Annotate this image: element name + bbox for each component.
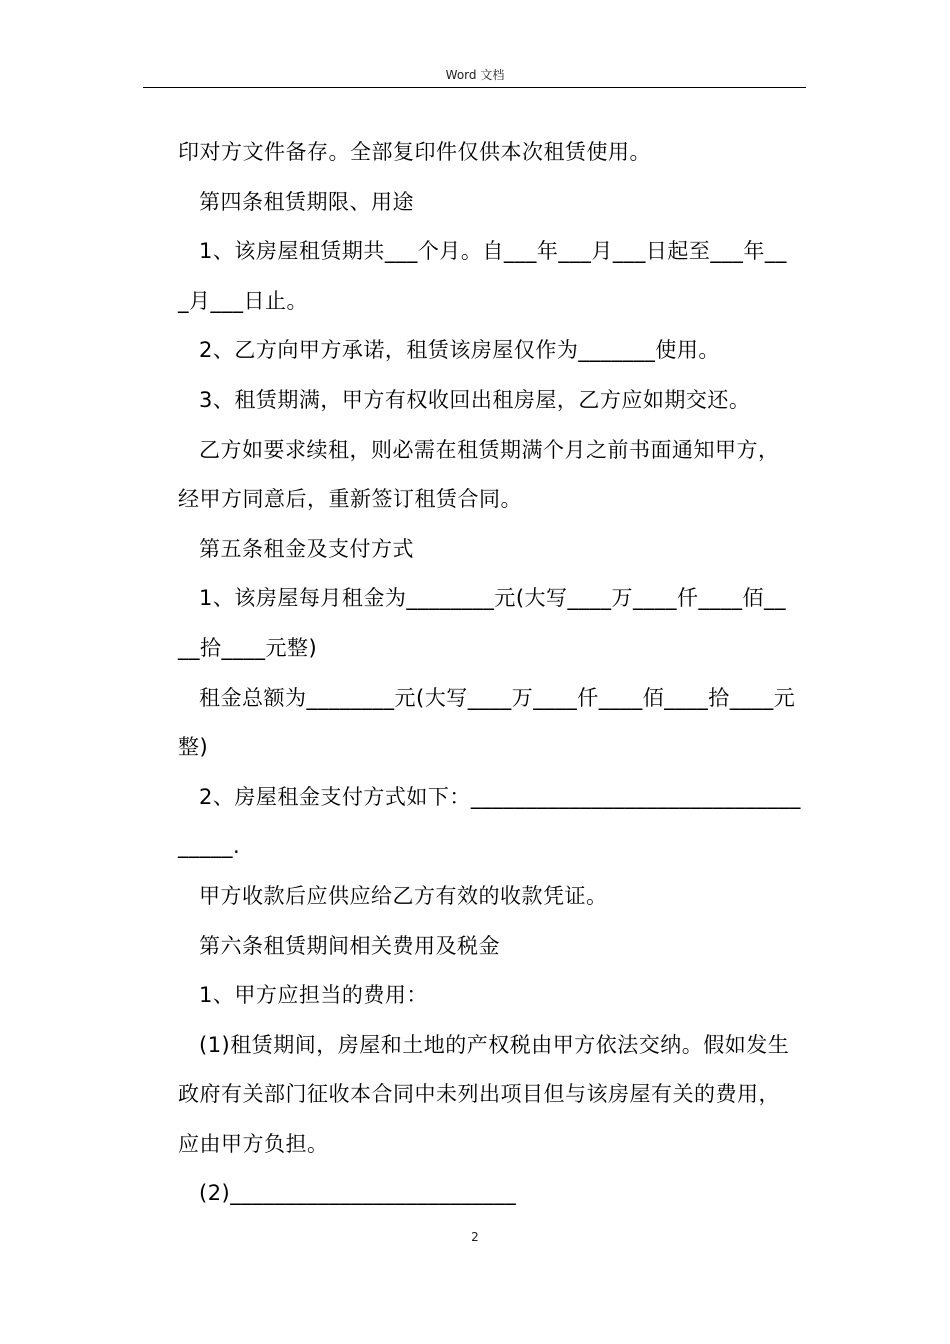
paragraph-line: 3、租赁期满，甲方有权收回出租房屋，乙方应如期交还。 (199, 387, 751, 412)
paragraph-line: (1)租赁期间，房屋和土地的产权税由甲方依法交纳。假如发生 (199, 1032, 790, 1057)
paragraph-line: (2)__________________________ (199, 1181, 517, 1206)
paragraph-line: 1、甲方应担当的费用： (199, 983, 428, 1008)
paragraph-line: _月___日止。 (178, 288, 308, 313)
paragraph-line: 整) (178, 735, 209, 760)
paragraph-line: 应由甲方负担。 (178, 1131, 329, 1156)
section-heading: 第五条租金及支付方式 (199, 536, 414, 561)
paragraph-line: 1、该房屋租赁期共___个月。自___年___月___日起至___年__ (199, 239, 787, 264)
document-body (178, 128, 808, 1219)
paragraph-line: _____. (178, 834, 241, 859)
paragraph-line: 甲方收款后应供应给乙方有效的收款凭证。 (199, 883, 608, 908)
paragraph-line: 2、乙方向甲方承诺，租赁该房屋仅作为_______使用。 (199, 338, 720, 363)
page-number: 2 (471, 1230, 479, 1244)
header-title: Word 文档 (445, 68, 505, 82)
paragraph-line: __拾____元整) (178, 635, 318, 660)
section-heading: 第四条租赁期限、用途 (199, 189, 414, 214)
paragraph-line: 2、房屋租金支付方式如下：______________________________ (199, 784, 801, 809)
paragraph-line: 印对方文件备存。全部复印件仅供本次租赁使用。 (178, 140, 651, 164)
section-heading: 第六条租赁期间相关费用及税金 (199, 933, 500, 958)
paragraph-line: 租金总额为________元(大写____万____仟____佰____拾____元 (199, 685, 796, 710)
paragraph-line: 1、该房屋每月租金为________元(大写____万____仟____佰__ (199, 586, 787, 611)
header-divider (143, 87, 806, 88)
paragraph-line: 政府有关部门征收本合同中未列出项目但与该房屋有关的费用， (178, 1082, 780, 1107)
paragraph-line: 乙方如要求续租，则必需在租赁期满个月之前书面通知甲方， (199, 437, 780, 462)
paragraph-line: 经甲方同意后，重新签订租赁合同。 (178, 487, 522, 512)
